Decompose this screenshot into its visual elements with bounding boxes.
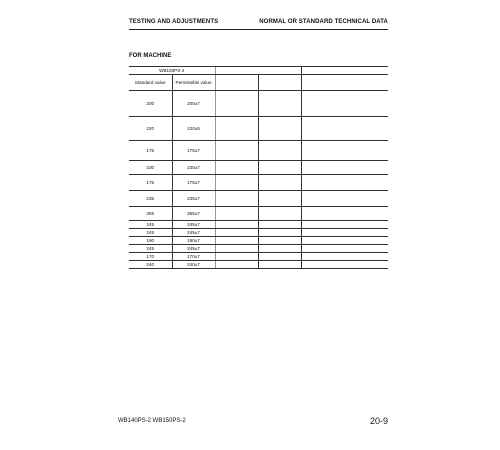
blank-cell bbox=[215, 207, 258, 221]
blank-cell bbox=[258, 75, 301, 91]
blank-cell bbox=[258, 91, 301, 117]
blank-cell bbox=[301, 161, 344, 175]
table-row bbox=[129, 221, 388, 229]
blank-cell bbox=[258, 141, 301, 161]
standard-value-cell: 245 bbox=[129, 229, 172, 237]
standard-value-cell: 245 bbox=[129, 245, 172, 253]
blank-cell bbox=[215, 245, 258, 253]
blank-cell bbox=[344, 117, 388, 141]
blank-cell bbox=[301, 117, 344, 141]
blank-cell bbox=[215, 175, 258, 191]
standard-value-cell: 240 bbox=[129, 261, 172, 269]
blank-cell bbox=[344, 245, 388, 253]
header-left-title: TESTING AND ADJUSTMENTS bbox=[129, 19, 219, 25]
blank-cell bbox=[301, 91, 344, 117]
standard-value-cell: 200 bbox=[129, 91, 172, 117]
table-row bbox=[129, 191, 388, 207]
blank-cell bbox=[344, 75, 388, 91]
permissible-value-cell: 175±7 bbox=[172, 141, 215, 161]
blank-cell bbox=[301, 221, 344, 229]
blank-cell bbox=[215, 229, 258, 237]
blank-cell bbox=[258, 175, 301, 191]
blank-cell bbox=[215, 117, 258, 141]
standard-value-cell: 355 bbox=[129, 207, 172, 221]
table-row bbox=[129, 91, 388, 117]
table-row bbox=[129, 141, 388, 161]
table-row bbox=[129, 261, 388, 269]
permissible-value-cell: 200±7 bbox=[172, 91, 215, 117]
blank-cell bbox=[301, 237, 344, 245]
permissible-value-cell: 355±7 bbox=[172, 207, 215, 221]
table-row bbox=[129, 229, 388, 237]
standard-value-cell: 230 bbox=[129, 161, 172, 175]
standard-value-cell: 245 bbox=[129, 221, 172, 229]
permissible-value-cell: 235±7 bbox=[172, 191, 215, 207]
blank-cell bbox=[301, 207, 344, 221]
blank-cell bbox=[215, 261, 258, 269]
blank-cell bbox=[215, 221, 258, 229]
permissible-value-cell: 220±5 bbox=[172, 117, 215, 141]
standard-value-cell: 175 bbox=[129, 141, 172, 161]
table-row bbox=[129, 237, 388, 245]
blank-header-cell bbox=[215, 67, 301, 75]
col-permissible-header: Permissible value bbox=[172, 75, 215, 91]
blank-cell bbox=[215, 161, 258, 175]
blank-cell bbox=[344, 191, 388, 207]
blank-cell bbox=[258, 229, 301, 237]
blank-cell bbox=[301, 245, 344, 253]
blank-cell bbox=[301, 253, 344, 261]
permissible-value-cell: 175±7 bbox=[172, 175, 215, 191]
table-row bbox=[129, 175, 388, 191]
permissible-value-cell: 245±7 bbox=[172, 221, 215, 229]
header-rule bbox=[129, 29, 388, 30]
table-row bbox=[129, 161, 388, 175]
table-row bbox=[129, 207, 388, 221]
blank-cell bbox=[344, 175, 388, 191]
blank-cell bbox=[301, 141, 344, 161]
blank-cell bbox=[258, 191, 301, 207]
blank-cell bbox=[301, 229, 344, 237]
footer-model: WB140PS-2 WB150PS-2 bbox=[118, 418, 186, 424]
blank-cell bbox=[344, 161, 388, 175]
permissible-value-cell: 170±7 bbox=[172, 253, 215, 261]
blank-cell bbox=[301, 261, 344, 269]
table-row bbox=[129, 245, 388, 253]
blank-cell bbox=[344, 237, 388, 245]
blank-cell bbox=[215, 75, 258, 91]
permissible-value-cell: 230±7 bbox=[172, 161, 215, 175]
blank-cell bbox=[344, 91, 388, 117]
standard-value-cell: 170 bbox=[129, 253, 172, 261]
table-model-row bbox=[129, 67, 388, 75]
blank-cell bbox=[258, 161, 301, 175]
blank-cell bbox=[344, 141, 388, 161]
blank-cell bbox=[215, 253, 258, 261]
permissible-value-cell: 190±7 bbox=[172, 237, 215, 245]
header-right-title: NORMAL OR STANDARD TECHNICAL DATA bbox=[259, 19, 388, 25]
blank-cell bbox=[301, 75, 344, 91]
spec-table-body bbox=[129, 67, 388, 269]
blank-cell bbox=[301, 175, 344, 191]
permissible-value-cell: 245±7 bbox=[172, 245, 215, 253]
table-subheader-row bbox=[129, 75, 388, 91]
permissible-value-cell: 245±7 bbox=[172, 229, 215, 237]
standard-value-cell: 190 bbox=[129, 237, 172, 245]
blank-cell bbox=[344, 253, 388, 261]
blank-cell bbox=[215, 191, 258, 207]
blank-cell bbox=[301, 191, 344, 207]
blank-cell bbox=[215, 237, 258, 245]
standard-value-cell: 175 bbox=[129, 175, 172, 191]
blank-cell bbox=[258, 207, 301, 221]
section-title: FOR MACHINE bbox=[129, 53, 172, 59]
blank-cell bbox=[258, 237, 301, 245]
model-header: WB150PS-2 bbox=[129, 67, 215, 75]
table-row bbox=[129, 253, 388, 261]
blank-cell bbox=[344, 261, 388, 269]
spec-table bbox=[129, 66, 388, 269]
blank-cell bbox=[258, 221, 301, 229]
blank-cell bbox=[344, 221, 388, 229]
col-standard-header: Standard value bbox=[129, 75, 172, 91]
permissible-value-cell: 240±7 bbox=[172, 261, 215, 269]
blank-cell bbox=[258, 261, 301, 269]
blank-cell bbox=[344, 229, 388, 237]
standard-value-cell: 235 bbox=[129, 191, 172, 207]
blank-cell bbox=[258, 117, 301, 141]
blank-cell bbox=[215, 91, 258, 117]
blank-cell bbox=[215, 141, 258, 161]
blank-cell bbox=[258, 253, 301, 261]
blank-header-cell bbox=[301, 67, 388, 75]
blank-cell bbox=[344, 207, 388, 221]
page-number: 20-9 bbox=[369, 416, 388, 426]
table-row bbox=[129, 117, 388, 141]
standard-value-cell: 220 bbox=[129, 117, 172, 141]
blank-cell bbox=[258, 245, 301, 253]
